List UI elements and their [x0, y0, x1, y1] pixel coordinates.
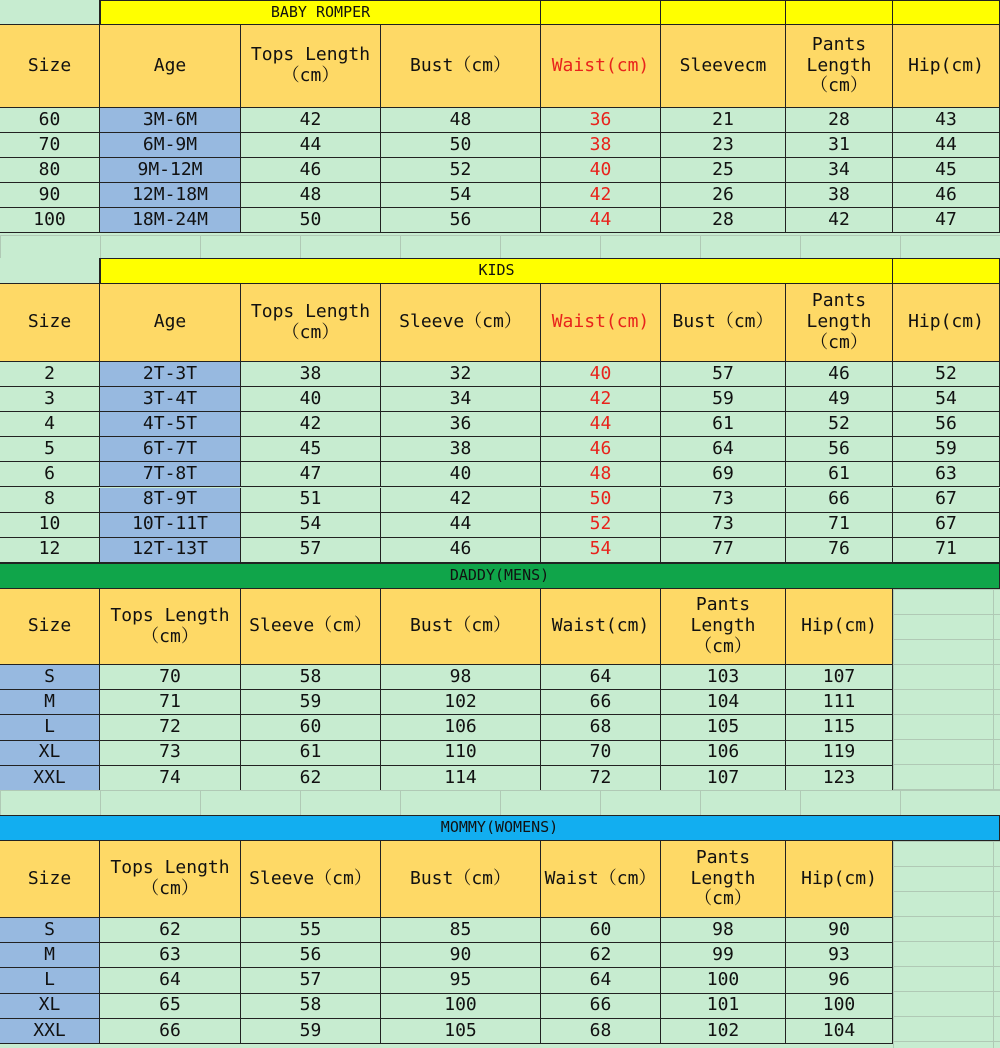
table-cell: 28 — [786, 108, 893, 133]
table-cell: 3 — [0, 387, 100, 412]
table-cell: 8T-9T — [100, 488, 241, 513]
table-cell: M — [0, 690, 100, 715]
table-cell: 40 — [541, 158, 661, 183]
table-cell: 61 — [661, 412, 786, 437]
table-cell: 38 — [381, 437, 541, 462]
table-row — [0, 715, 1000, 740]
table-cell: 25 — [661, 158, 786, 183]
table-cell: 46 — [893, 183, 1000, 208]
table-cell: 56 — [893, 412, 1000, 437]
kids-table-title: KIDS — [100, 258, 893, 284]
column-header: Size — [0, 841, 100, 918]
table-row — [0, 362, 1000, 387]
table-cell: 107 — [661, 766, 786, 791]
table-cell: 60 — [0, 108, 100, 133]
column-header: Age — [100, 284, 241, 362]
table-cell: 51 — [241, 488, 381, 513]
table-cell: 10T-11T — [100, 513, 241, 538]
table-cell: 42 — [241, 412, 381, 437]
table-cell: 26 — [661, 183, 786, 208]
table-cell: 5 — [0, 437, 100, 462]
title-extra-cell — [541, 0, 661, 25]
table-cell: 48 — [541, 462, 661, 487]
column-header: Sleeve（cm） — [241, 589, 381, 665]
table-row — [0, 158, 1000, 183]
column-header: Sleeve（cm） — [381, 284, 541, 362]
table-cell: 62 — [541, 943, 661, 968]
table-cell: 60 — [241, 715, 381, 740]
table-cell: 55 — [241, 918, 381, 943]
table-cell: 45 — [241, 437, 381, 462]
table-cell: 67 — [893, 488, 1000, 513]
table-cell: 66 — [541, 690, 661, 715]
title-spacer — [0, 258, 100, 284]
column-header: Waist(cm) — [541, 25, 661, 108]
table-cell: 104 — [786, 1019, 893, 1044]
column-header: Size — [0, 284, 100, 362]
table-cell: 40 — [541, 362, 661, 387]
column-header: Bust（cm） — [381, 25, 541, 108]
table-cell: 47 — [893, 208, 1000, 233]
table-cell: 54 — [381, 183, 541, 208]
table-cell: 34 — [786, 158, 893, 183]
table-cell: 48 — [381, 108, 541, 133]
table-cell: 123 — [786, 766, 893, 791]
column-header: Size — [0, 589, 100, 665]
table-cell: 2T-3T — [100, 362, 241, 387]
table-row — [0, 387, 1000, 412]
mommy-title-row — [0, 815, 1000, 841]
table-cell: 42 — [381, 488, 541, 513]
table-row — [0, 208, 1000, 233]
table-cell: 44 — [893, 133, 1000, 158]
table-cell: 46 — [241, 158, 381, 183]
table-cell: 90 — [786, 918, 893, 943]
table-cell: 47 — [241, 462, 381, 487]
table-cell: 61 — [241, 741, 381, 766]
table-cell: 59 — [893, 437, 1000, 462]
title-extra-cell — [893, 0, 1000, 25]
table-cell: 106 — [661, 741, 786, 766]
baby-header-row — [0, 25, 1000, 108]
table-cell: 57 — [661, 362, 786, 387]
empty-grid-side — [893, 589, 1000, 790]
table-cell: 2 — [0, 362, 100, 387]
table-cell: 52 — [541, 513, 661, 538]
table-row — [0, 462, 1000, 487]
table-cell: 58 — [241, 665, 381, 690]
table-cell: 48 — [241, 183, 381, 208]
table-cell: XXL — [0, 1019, 100, 1044]
table-row — [0, 488, 1000, 513]
table-cell: 36 — [381, 412, 541, 437]
table-cell: 56 — [241, 943, 381, 968]
table-cell: M — [0, 943, 100, 968]
table-cell: 105 — [381, 1019, 541, 1044]
table-cell: 71 — [100, 690, 241, 715]
column-header: Age — [100, 25, 241, 108]
table-cell: 6M-9M — [100, 133, 241, 158]
table-cell: 38 — [541, 133, 661, 158]
table-cell: 49 — [786, 387, 893, 412]
table-row — [0, 665, 1000, 690]
table-cell: 52 — [893, 362, 1000, 387]
table-cell: 96 — [786, 968, 893, 993]
column-header: Tops Length （cm） — [100, 589, 241, 665]
table-cell: 50 — [381, 133, 541, 158]
column-header: Bust（cm） — [381, 841, 541, 918]
table-cell: 104 — [661, 690, 786, 715]
table-cell: 62 — [100, 918, 241, 943]
table-cell: 119 — [786, 741, 893, 766]
table-cell: 93 — [786, 943, 893, 968]
table-cell: XXL — [0, 766, 100, 791]
table-cell: 59 — [241, 690, 381, 715]
table-row — [0, 918, 1000, 943]
table-cell: 44 — [381, 513, 541, 538]
table-cell: 63 — [893, 462, 1000, 487]
table-cell: 54 — [241, 513, 381, 538]
table-cell: 4T-5T — [100, 412, 241, 437]
column-header: Tops Length （cm） — [241, 284, 381, 362]
table-row — [0, 538, 1000, 563]
table-cell: 71 — [786, 513, 893, 538]
table-cell: 18M-24M — [100, 208, 241, 233]
table-cell: 67 — [893, 513, 1000, 538]
table-cell: 59 — [241, 1019, 381, 1044]
table-cell: 12M-18M — [100, 183, 241, 208]
table-cell: 107 — [786, 665, 893, 690]
column-header: Tops Length （cm） — [241, 25, 381, 108]
table-cell: 62 — [241, 766, 381, 791]
table-cell: 73 — [661, 513, 786, 538]
table-cell: 54 — [893, 387, 1000, 412]
table-cell: 68 — [541, 1019, 661, 1044]
table-cell: 4 — [0, 412, 100, 437]
table-cell: 44 — [541, 412, 661, 437]
column-header: Pants Length （cm） — [661, 589, 786, 665]
table-cell: 72 — [100, 715, 241, 740]
table-cell: 95 — [381, 968, 541, 993]
column-header: Bust（cm） — [381, 589, 541, 665]
table-cell: 50 — [241, 208, 381, 233]
table-cell: 42 — [786, 208, 893, 233]
baby-table-title: BABY ROMPER — [100, 0, 541, 25]
table-cell: 3T-4T — [100, 387, 241, 412]
table-cell: 102 — [381, 690, 541, 715]
table-cell: 115 — [786, 715, 893, 740]
mommy-header-row — [0, 841, 1000, 918]
table-row — [0, 994, 1000, 1019]
table-cell: 54 — [541, 538, 661, 563]
table-cell: 68 — [541, 715, 661, 740]
table-cell: L — [0, 968, 100, 993]
table-cell: 70 — [100, 665, 241, 690]
table-cell: 70 — [541, 741, 661, 766]
table-cell: 61 — [786, 462, 893, 487]
table-cell: 52 — [381, 158, 541, 183]
table-cell: 40 — [381, 462, 541, 487]
table-cell: 28 — [661, 208, 786, 233]
kids-title-row — [0, 258, 1000, 284]
table-cell: 64 — [541, 968, 661, 993]
table-row — [0, 741, 1000, 766]
table-cell: L — [0, 715, 100, 740]
column-header: Pants Length （cm） — [661, 841, 786, 918]
table-cell: 99 — [661, 943, 786, 968]
table-cell: 42 — [541, 387, 661, 412]
table-cell: 6T-7T — [100, 437, 241, 462]
table-cell: 57 — [241, 538, 381, 563]
table-cell: 90 — [381, 943, 541, 968]
table-cell: 36 — [541, 108, 661, 133]
table-cell: S — [0, 665, 100, 690]
table-cell: 100 — [661, 968, 786, 993]
table-cell: 23 — [661, 133, 786, 158]
column-header: Tops Length （cm） — [100, 841, 241, 918]
table-row — [0, 968, 1000, 993]
table-cell: 34 — [381, 387, 541, 412]
table-cell: 10 — [0, 513, 100, 538]
table-row — [0, 437, 1000, 462]
table-cell: 9M-12M — [100, 158, 241, 183]
table-cell: 8 — [0, 488, 100, 513]
table-cell: 46 — [381, 538, 541, 563]
table-cell: XL — [0, 994, 100, 1019]
table-cell: 100 — [381, 994, 541, 1019]
table-cell: 71 — [893, 538, 1000, 563]
table-row — [0, 108, 1000, 133]
table-cell: 21 — [661, 108, 786, 133]
empty-grid-side — [893, 841, 1000, 1048]
table-cell: 7T-8T — [100, 462, 241, 487]
table-cell: 101 — [661, 994, 786, 1019]
title-extra-cell — [786, 0, 893, 25]
table-cell: 90 — [0, 183, 100, 208]
title-spacer — [0, 0, 100, 25]
table-row — [0, 1019, 1000, 1044]
column-header: Sleevecm — [661, 25, 786, 108]
table-cell: 12T-13T — [100, 538, 241, 563]
column-header: Bust（cm） — [661, 284, 786, 362]
table-cell: 70 — [0, 133, 100, 158]
table-cell: 44 — [541, 208, 661, 233]
table-cell: 98 — [661, 918, 786, 943]
table-cell: 56 — [381, 208, 541, 233]
table-cell: 57 — [241, 968, 381, 993]
table-cell: 38 — [786, 183, 893, 208]
title-extra-cell — [661, 0, 786, 25]
table-cell: 46 — [541, 437, 661, 462]
baby-title-row — [0, 0, 1000, 25]
table-cell: 103 — [661, 665, 786, 690]
empty-grid-gap — [0, 790, 1000, 815]
table-cell: 114 — [381, 766, 541, 791]
table-cell: 80 — [0, 158, 100, 183]
column-header: Waist(cm) — [541, 589, 661, 665]
column-header: Hip(cm) — [893, 284, 1000, 362]
column-header: Hip(cm) — [893, 25, 1000, 108]
table-cell: 63 — [100, 943, 241, 968]
table-cell: 46 — [786, 362, 893, 387]
table-cell: 56 — [786, 437, 893, 462]
column-header: Waist(cm) — [541, 284, 661, 362]
table-cell: 74 — [100, 766, 241, 791]
table-cell: 42 — [241, 108, 381, 133]
daddy-table-title: DADDY(MENS) — [0, 563, 1000, 589]
table-cell: 3M-6M — [100, 108, 241, 133]
column-header: Waist（cm） — [541, 841, 661, 918]
table-cell: 64 — [541, 665, 661, 690]
column-header: Pants Length （cm） — [786, 284, 893, 362]
table-cell: 69 — [661, 462, 786, 487]
table-cell: 102 — [661, 1019, 786, 1044]
table-cell: 73 — [100, 741, 241, 766]
table-cell: 106 — [381, 715, 541, 740]
table-cell: XL — [0, 741, 100, 766]
table-cell: 72 — [541, 766, 661, 791]
table-cell: 42 — [541, 183, 661, 208]
table-cell: 98 — [381, 665, 541, 690]
table-cell: 43 — [893, 108, 1000, 133]
table-cell: 60 — [541, 918, 661, 943]
table-cell: 38 — [241, 362, 381, 387]
column-header: Hip(cm) — [786, 589, 893, 665]
mommy-table-title: MOMMY(WOMENS) — [0, 815, 1000, 841]
table-cell: 73 — [661, 488, 786, 513]
table-row — [0, 690, 1000, 715]
table-row — [0, 513, 1000, 538]
table-cell: 76 — [786, 538, 893, 563]
table-row — [0, 133, 1000, 158]
daddy-header-row — [0, 589, 1000, 665]
column-header: Pants Length （cm） — [786, 25, 893, 108]
title-extra-cell — [893, 258, 1000, 284]
table-cell: 66 — [100, 1019, 241, 1044]
table-cell: 111 — [786, 690, 893, 715]
table-cell: 66 — [541, 994, 661, 1019]
table-row — [0, 943, 1000, 968]
table-cell: 66 — [786, 488, 893, 513]
table-cell: 100 — [786, 994, 893, 1019]
table-cell: 52 — [786, 412, 893, 437]
table-cell: 12 — [0, 538, 100, 563]
table-cell: 50 — [541, 488, 661, 513]
table-cell: 65 — [100, 994, 241, 1019]
table-cell: 58 — [241, 994, 381, 1019]
table-cell: 45 — [893, 158, 1000, 183]
table-cell: 31 — [786, 133, 893, 158]
table-cell: 85 — [381, 918, 541, 943]
empty-grid-gap — [0, 235, 1000, 258]
kids-header-row — [0, 284, 1000, 362]
table-row — [0, 766, 1000, 791]
column-header: Size — [0, 25, 100, 108]
table-cell: S — [0, 918, 100, 943]
table-cell: 110 — [381, 741, 541, 766]
table-cell: 59 — [661, 387, 786, 412]
table-cell: 40 — [241, 387, 381, 412]
table-cell: 64 — [661, 437, 786, 462]
table-row — [0, 412, 1000, 437]
table-cell: 6 — [0, 462, 100, 487]
table-cell: 32 — [381, 362, 541, 387]
column-header: Sleeve（cm） — [241, 841, 381, 918]
table-cell: 64 — [100, 968, 241, 993]
table-cell: 77 — [661, 538, 786, 563]
table-row — [0, 183, 1000, 208]
table-cell: 100 — [0, 208, 100, 233]
daddy-title-row — [0, 563, 1000, 589]
table-cell: 44 — [241, 133, 381, 158]
column-header: Hip(cm) — [786, 841, 893, 918]
table-cell: 105 — [661, 715, 786, 740]
